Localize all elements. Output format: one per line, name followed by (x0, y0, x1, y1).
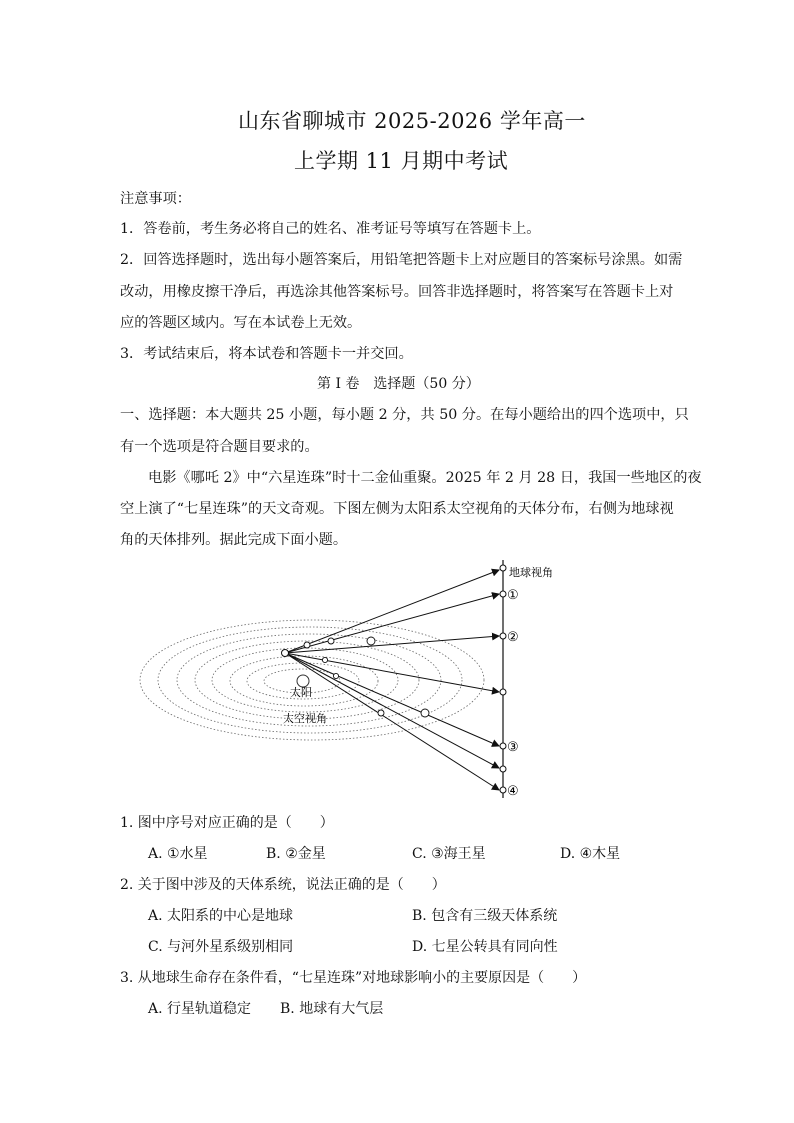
notice-item-1: 1．答卷前，考生务必将自己的姓名、准考证号等填写在答题卡上。 (120, 221, 541, 237)
notice-item-3: 3．考试结束后，将本试卷和答题卡一并交回。 (120, 346, 413, 362)
section-instruction-line-2: 有一个选项是符合题目要求的。 (120, 439, 319, 455)
title-line-1: 山东省聊城市 2025-2026 学年高一 (238, 109, 586, 133)
section-title: 第 I 卷 选择题（50 分） (317, 376, 480, 392)
notice-item-2-line-3: 应的答题区域内。写在本试卷上无效。 (120, 315, 362, 331)
notice-heading: 注意事项： (120, 191, 191, 207)
q3-option-a: A. 行星轨道稳定 (148, 1001, 252, 1017)
space-view-label: 太空视角 (283, 712, 327, 725)
planet-earth-view-top (500, 565, 506, 571)
planet-marker-lower (500, 766, 506, 772)
q1-option-d: D. ④木星 (560, 846, 621, 862)
q3-stem: 3. 从地球生命存在条件看，“七星连珠”对地球影响小的主要原因是（ ） (120, 970, 587, 986)
sight-line-lower (285, 653, 499, 768)
q1-option-a: A. ①水星 (148, 846, 208, 862)
planet-marker-1 (500, 591, 506, 597)
q1-option-c: C. ③海王星 (412, 846, 486, 862)
q2-option-c: C. 与河外星系级别相同 (148, 939, 294, 955)
marker-2-label: ② (507, 630, 519, 645)
q3-option-b: B. 地球有大气层 (280, 1001, 384, 1017)
notice-item-2-line-1: 2．回答选择题时，选出每小题答案后，用铅笔把答题卡上对应题目的答案标号涂黑。如需 (120, 252, 683, 268)
sight-lines (285, 570, 499, 790)
stem-line-1: 电影《哪吒 2》中“六星连珠”时十二金仙重聚。2025 年 2 月 28 日，我国一些地区的夜 (148, 470, 702, 486)
marker-1-label: ① (507, 588, 519, 603)
q2-option-d: D. 七星公转具有同向性 (412, 939, 558, 955)
stem-line-3: 角的天体排列。据此完成下面小题。 (120, 532, 348, 548)
marker-3-label: ③ (507, 740, 519, 755)
q1-option-b: B. ②金星 (266, 846, 326, 862)
sight-line-mid (285, 653, 499, 692)
planet-marker-4 (500, 787, 506, 793)
q1-stem: 1. 图中序号对应正确的是（ ） (120, 815, 334, 831)
marker-4-label: ④ (507, 784, 519, 799)
planet-space-c (367, 637, 375, 645)
planet-space-a (304, 642, 310, 648)
planet-space-g (421, 709, 429, 717)
sight-line-earth-view (285, 570, 499, 653)
stem-line-2: 空上演了“七星连珠”的天文奇观。下图左侧为太阳系太空视角的天体分布，右侧为地球视 (120, 501, 674, 517)
planet-space-b (328, 638, 334, 644)
earth-view-label: 地球视角 (509, 566, 553, 579)
earth-circle (282, 650, 289, 657)
sun-label: 太阳 (290, 686, 312, 699)
sight-line-3 (285, 653, 499, 746)
planet-space-d (322, 657, 327, 662)
planet-space-f (378, 710, 384, 716)
planet-marker-mid (500, 689, 506, 695)
planet-space-e (333, 673, 338, 678)
planet-marker-2 (500, 633, 506, 639)
q2-option-a: A. 太阳系的中心是地球 (148, 908, 294, 924)
notice-item-2-line-2: 改动，用橡皮擦干净后，再选涂其他答案标号。回答非选择题时，将答案写在答题卡上对 (120, 284, 674, 300)
title-line-2: 上学期 11 月期中考试 (294, 149, 509, 173)
section-instruction-line-1: 一、选择题：本大题共 25 小题，每小题 2 分，共 50 分。在每小题给出的四个选项中，只 (120, 407, 689, 423)
q2-stem: 2. 关于图中涉及的天体系统，说法正确的是（ ） (120, 877, 446, 893)
planet-marker-3 (500, 743, 506, 749)
q2-option-b: B. 包含有三级天体系统 (412, 908, 558, 924)
